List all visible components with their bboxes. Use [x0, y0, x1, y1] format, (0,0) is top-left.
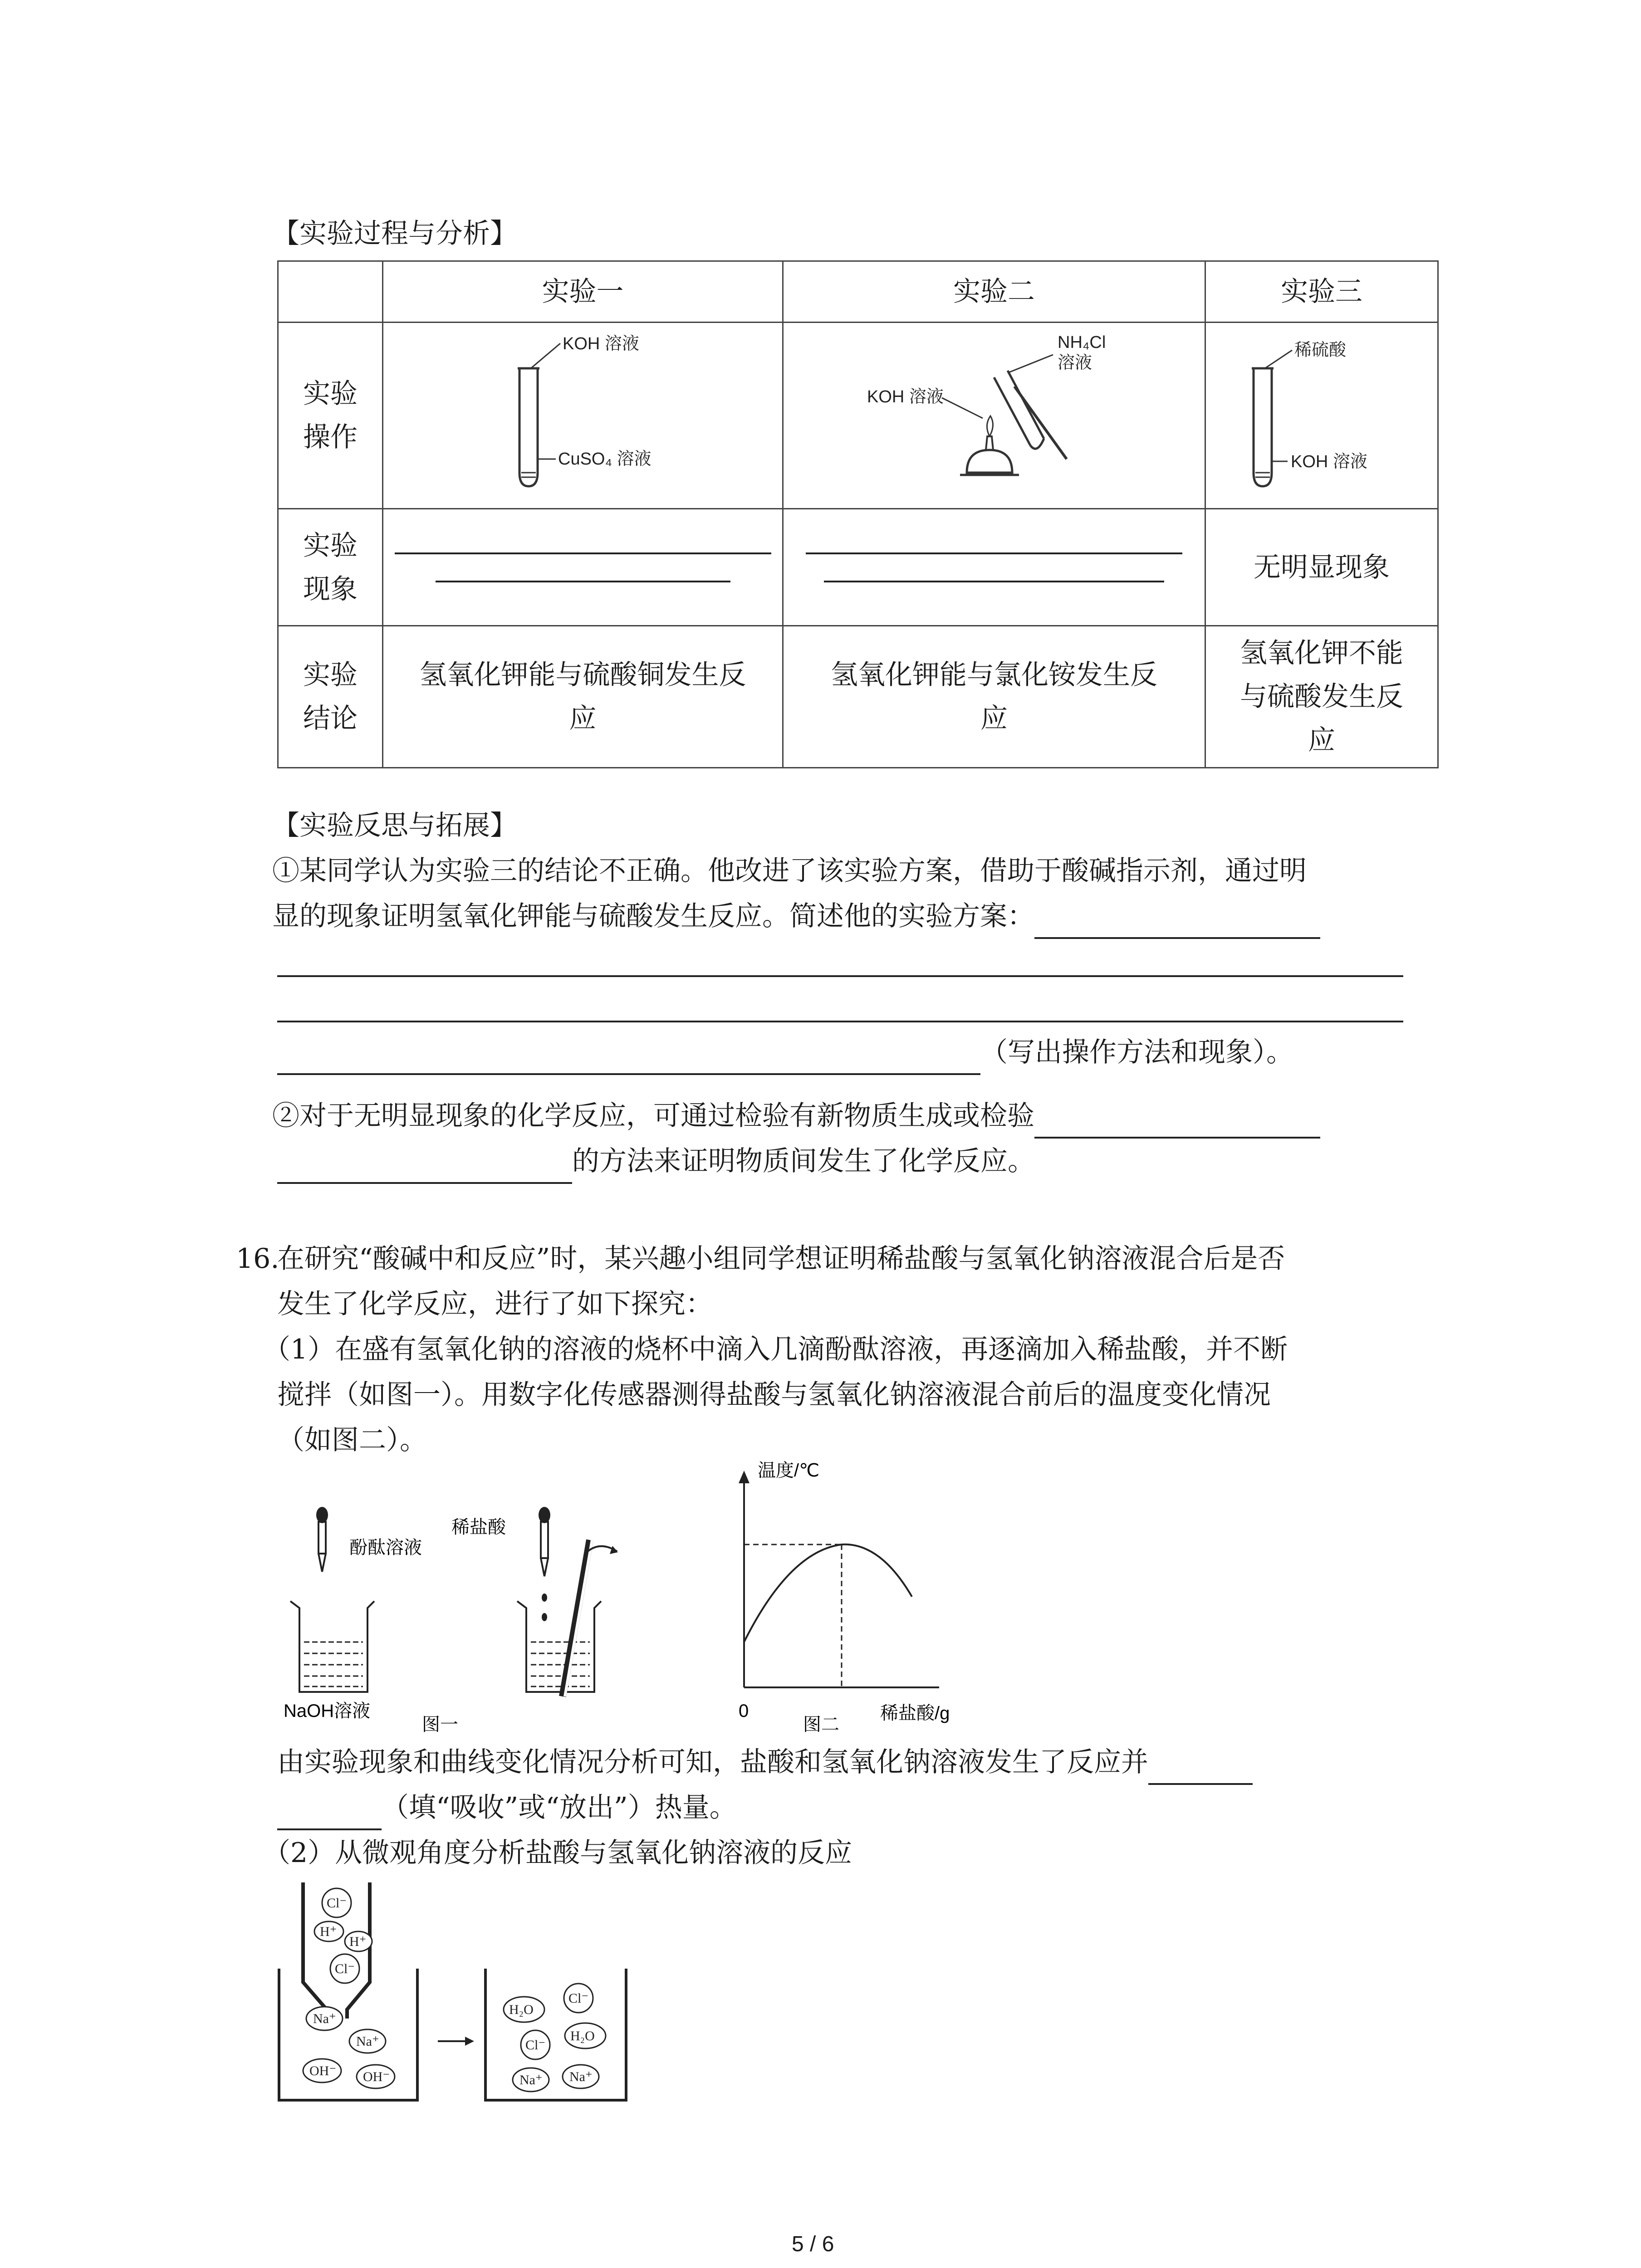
- part1-line3: （如图二）。: [277, 1424, 427, 1456]
- row-label-operation-line1: 实验: [303, 378, 358, 410]
- section-title-reflection: 【实验反思与拓展】: [272, 810, 517, 841]
- test-tube-icon: [1254, 368, 1272, 486]
- cell-exp1-operation: [383, 323, 783, 509]
- row-label-phenomenon-line1: 实验: [303, 529, 358, 562]
- table-header-empty: [278, 261, 383, 323]
- reflection-item1-line2-text: 显的现象证明氢氧化钾能与硫酸发生反应。简述他的实验方案：: [272, 900, 1034, 932]
- cell-exp3-phenomenon: 无明显现象: [1205, 509, 1438, 626]
- row-label-operation: [278, 323, 383, 509]
- ion-particle: [563, 2065, 599, 2088]
- question-line1: 在研究“酸碱中和反应”时，某兴趣小组同学想证明稀盐酸与氢氧化钠溶液混合后是否: [277, 1243, 1285, 1275]
- figure-2-temperature-chart: [726, 1461, 1007, 1733]
- answer-blank[interactable]: [1034, 1108, 1320, 1139]
- answer-line[interactable]: [277, 975, 1403, 977]
- test-tube-exp3-diagram: [1226, 323, 1417, 495]
- table-header-exp1: 实验一: [383, 261, 783, 323]
- dropper-icon: [539, 1507, 550, 1576]
- svg-text:H⁺: H⁺: [349, 1934, 367, 1949]
- svg-text:H₂O: H₂O: [570, 2028, 595, 2043]
- svg-text:Cl⁻: Cl⁻: [568, 1991, 589, 2006]
- analysis-line1: [277, 1740, 1253, 1785]
- test-tube-exp1-diagram: [488, 323, 678, 495]
- conclusion-line: 与硫酸发生反: [1240, 681, 1403, 713]
- label-koh-solution-exp3: KOH 溶液: [1291, 452, 1367, 471]
- answer-blank[interactable]: [395, 552, 771, 554]
- ion-particle: [521, 2030, 550, 2059]
- svg-text:Na⁺: Na⁺: [313, 2011, 336, 2026]
- label-koh-solution-exp2: KOH 溶液: [867, 387, 944, 406]
- ion-particle: [314, 1921, 343, 1941]
- cell-exp2-conclusion: [783, 626, 1205, 768]
- analysis-line2-text: （填“吸收”或“放出”）热量。: [382, 1792, 737, 1823]
- row-label-phenomenon: [278, 509, 383, 626]
- micro-reaction-diagram: [272, 1873, 681, 2109]
- reflection-item2-line1: [272, 1093, 1320, 1139]
- ion-particle: [564, 1984, 593, 2013]
- cell-exp3-operation: [1205, 323, 1438, 509]
- conclusion-line: 氢氧化钾不能: [1240, 637, 1403, 669]
- tilted-test-tube-icon: [994, 371, 1044, 445]
- flame-icon: [987, 416, 993, 436]
- section-title-process: 【实验过程与分析】: [272, 218, 517, 249]
- label-dilute-hcl: 稀盐酸: [451, 1517, 506, 1537]
- answer-blank[interactable]: [1034, 908, 1320, 939]
- experiment-table: [277, 260, 1439, 768]
- label-cuso4-solution: CuSO₄ 溶液: [558, 450, 652, 469]
- answer-blank[interactable]: [824, 581, 1164, 582]
- answer-blank[interactable]: [277, 1799, 382, 1830]
- row-label-conclusion-line1: 实验: [303, 659, 358, 691]
- row-label-operation-line2: 操作: [303, 421, 358, 453]
- molecule-particle: [504, 1997, 544, 2022]
- ion-particle: [306, 2007, 343, 2030]
- table-row-operation: [278, 323, 1438, 509]
- ion-particle: [349, 2029, 386, 2053]
- beaker-icon: [290, 1601, 374, 1692]
- analysis-line1-text: 由实验现象和曲线变化情况分析可知，盐酸和氢氧化钠溶液发生了反应并: [277, 1746, 1148, 1778]
- cell-exp3-conclusion: [1205, 626, 1438, 768]
- heating-apparatus-exp2-diagram: [858, 323, 1130, 495]
- answer-blank[interactable]: [277, 1153, 572, 1184]
- ion-particle: [322, 1888, 351, 1917]
- ion-particle: [357, 2065, 395, 2088]
- label-phenolphthalein: 酚酞溶液: [349, 1538, 422, 1558]
- answer-blank[interactable]: [436, 581, 730, 582]
- label-koh-solution: KOH 溶液: [562, 334, 639, 353]
- beaker-icon: [517, 1593, 601, 1692]
- answer-line[interactable]: [277, 1021, 1403, 1022]
- ion-particle: [330, 1954, 359, 1983]
- conclusion-line: 应: [980, 703, 1008, 734]
- question-line2: 发生了化学反应，进行了如下探究：: [277, 1288, 713, 1320]
- figure-1-caption: 图一: [422, 1715, 458, 1733]
- table-header-row: [278, 261, 1438, 323]
- reflection-item1-line1: ①某同学认为实验三的结论不正确。他改进了该实验方案，借助于酸碱指示剂，通过明: [272, 855, 1307, 887]
- stirring-rod-icon: [563, 1540, 618, 1696]
- svg-text:Na⁺: Na⁺: [519, 2072, 543, 2087]
- svg-text:Na⁺: Na⁺: [569, 2069, 593, 2084]
- cell-exp2-operation: [783, 323, 1205, 509]
- x-axis-label: 稀盐酸/g: [880, 1703, 950, 1723]
- analysis-line2: [277, 1785, 737, 1830]
- reflection-item1-tail: （写出操作方法和现象）。: [980, 1036, 1293, 1068]
- conclusion-line: 应: [569, 703, 597, 734]
- svg-text:Cl⁻: Cl⁻: [335, 1961, 355, 1976]
- molecule-particle: [565, 2023, 606, 2048]
- table-row-phenomenon: [278, 509, 1438, 626]
- cell-exp1-phenomenon-blank[interactable]: [383, 509, 783, 626]
- table-header-exp2: 实验二: [783, 261, 1205, 323]
- ion-particle: [513, 2068, 549, 2092]
- reflection-item1-tail-line: [277, 1030, 1293, 1075]
- svg-text:Cl⁻: Cl⁻: [327, 1896, 347, 1911]
- temperature-curve: [744, 1545, 912, 1642]
- svg-text:Cl⁻: Cl⁻: [525, 2038, 546, 2053]
- question-number: 16.: [236, 1243, 279, 1275]
- svg-text:H⁺: H⁺: [320, 1924, 337, 1939]
- part1-line1: （1）在盛有氢氧化钠的溶液的烧杯中滴入几滴酚酞溶液，再逐滴加入稀盐酸，并不断: [263, 1334, 1288, 1365]
- y-axis-arrow-icon: [739, 1471, 749, 1483]
- ion-particle: [345, 1931, 372, 1951]
- y-axis-label: 温度/℃: [758, 1461, 820, 1481]
- label-naoh-solution: NaOH溶液: [284, 1701, 371, 1721]
- svg-text:OH⁻: OH⁻: [363, 2069, 390, 2084]
- row-label-phenomenon-line2: 现象: [303, 573, 358, 605]
- conclusion-line: 应: [1308, 724, 1335, 756]
- answer-blank[interactable]: [1148, 1754, 1253, 1785]
- answer-blank[interactable]: [277, 1044, 980, 1075]
- beaker-icon: [279, 1969, 417, 2100]
- part2-line: （2）从微观角度分析盐酸与氢氧化钠溶液的反应: [263, 1837, 852, 1869]
- dropper-icon: [316, 1507, 328, 1572]
- label-nh4cl-solution: 溶液: [1058, 353, 1092, 372]
- reflection-item2-line2-text: 的方法来证明物质间发生了化学反应。: [572, 1145, 1035, 1177]
- part1-line2: 搅拌（如图一）。用数字化传感器测得盐酸与氢氧化钠溶液混合前后的温度变化情况: [277, 1379, 1271, 1411]
- svg-text:OH⁻: OH⁻: [309, 2063, 337, 2078]
- svg-text:Na⁺: Na⁺: [356, 2034, 379, 2049]
- figure-1: [272, 1497, 681, 1733]
- row-label-conclusion-line2: 结论: [303, 703, 358, 734]
- page-number: 5 / 6: [792, 2232, 834, 2256]
- reflection-item2-line1-text: ②对于无明显现象的化学反应，可通过检验有新物质生成或检验: [272, 1100, 1034, 1132]
- test-tube-icon: [519, 368, 538, 486]
- ion-particle: [303, 2059, 341, 2082]
- figure-2-caption: 图二: [803, 1715, 839, 1733]
- label-nh4cl: NH₄Cl: [1058, 333, 1106, 352]
- table-row-conclusion: [278, 626, 1438, 768]
- conclusion-line: 氢氧化钾能与硫酸铜发生反: [419, 659, 746, 691]
- reflection-item1-line2: [272, 894, 1320, 939]
- answer-blank[interactable]: [806, 552, 1182, 554]
- origin-label: 0: [739, 1701, 749, 1721]
- label-dilute-sulfuric-acid: 稀硫酸: [1294, 341, 1347, 360]
- cell-exp2-phenomenon-blank[interactable]: [783, 509, 1205, 626]
- row-label-conclusion: [278, 626, 383, 768]
- svg-text:H₂O: H₂O: [509, 2002, 534, 2017]
- alcohol-lamp-icon: [967, 450, 1012, 473]
- table-header-exp3: 实验三: [1205, 261, 1438, 323]
- cell-exp1-conclusion: [383, 626, 783, 768]
- reflection-item2-line2: [277, 1139, 1035, 1184]
- conclusion-line: 氢氧化钾能与氯化铵发生反: [831, 659, 1157, 691]
